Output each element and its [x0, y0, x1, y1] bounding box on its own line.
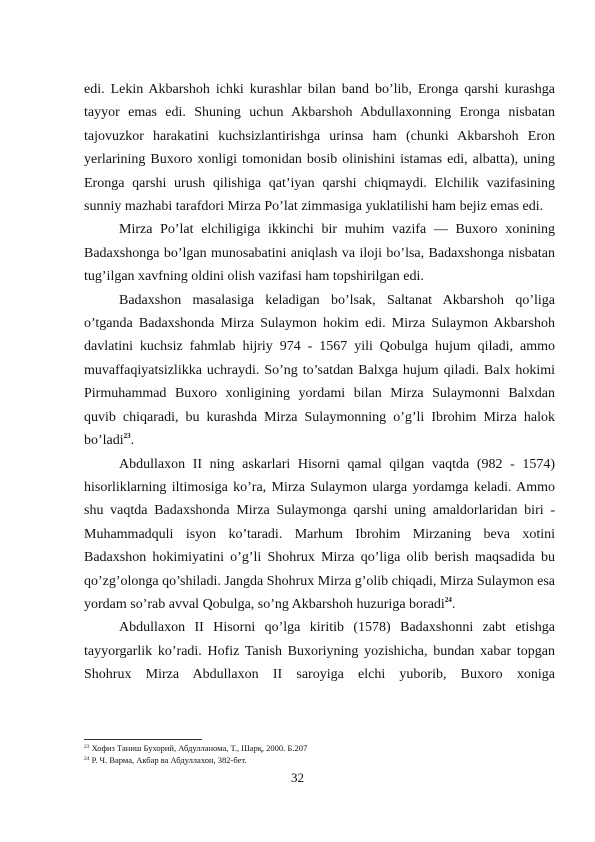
paragraph-5 — [84, 616, 555, 686]
footnote-divider — [84, 739, 202, 740]
footnote-text: Р. Ч. Варма, Акбар ва Абдуллахон, 382-бет. — [91, 755, 247, 765]
footnote-ref-24[interactable]: 24 — [444, 595, 452, 604]
paragraph-text: Abdullaxon II ning askarlari Hisorni qamal qilgan vaqtda (982 - 1574) hisorliklarning iltimosiga ko’ra, Mirza Sulaymon ularga yordamga keladi. Ammo shu vaqtda Badaxshonda Mirza Sulaymonga qarshi uning amaldorlaridan biri - Muhammadquli isyon ko’taradi. Marhum Ibrohim Mirzaning beva xotini Badaxshon hokimiyatini o’g’li Shohrux Mirza qo’liga olib berish maqsadida bu qo’zg’olonga qo’shiladi. Jangda Shohrux Mirza g’olib chiqadi, Mirza Sulaymon esa yordam so’rab avval Qobulga, so’ng Akbarshoh huzuriga boradi — [84, 456, 555, 612]
page-body — [84, 78, 555, 687]
paragraph-text: Badaxshon masalasiga keladigan bo’lsak, Saltanat Akbarshoh qo’liga o’tganda Badaxshonda Mirza Sulaymon hokim edi. Mirza Sulaymon Akbarshoh davlatini kuchsiz fahmlab hijriy 974 - 1567 yili Qobulga hujum qiladi, ammo muvaffaqiyatsizlikka uchraydi. So’ng to’satdan Balxga hujum qiladi. Balx hokimi Pirmuhammad Buxoro xonligining yordami bilan Mirza Sulaymonni Balxdan quvib chiqaradi, bu kurashda Mirza Sulaymonning o’g’li Ibrohim Mirza halok bo’ladi — [84, 292, 555, 449]
paragraph-text: Mirza Po’lat elchiligiga ikkinchi bir muhim vazifa — Buxoro xonining Badaxshonga bo’lgan munosabatini aniqlash va iloji bo’lsa, Badaxshonga nisbatan tug’ilgan xavfning oldini olish vazifasi ham topshirilgan edi. — [84, 222, 555, 285]
footnote-24 — [84, 754, 555, 766]
footnote-23 — [84, 742, 555, 754]
page-number: 32 — [291, 770, 304, 785]
paragraph-4: Abdullaxon II ning askarlari Hisorni qamal qilgan vaqtda (982 - 1574) hisorliklarning iltimosiga ko’ra, Mirza Sulaymon ularga yordamga keladi. Ammo shu vaqtda Badaxshonda Mirza Sulaymonga qarshi uning amaldorlaridan biri - Muhammadquli isyon ko’taradi. Marhum Ibrohim Mirzaning beva xotini Badaxshon hokimiyatini o’g’li Shohrux Mirza qo’liga olib berish maqsadida bu qo’zg’olonga qo’shiladi. Jangda Shohrux Mirza g’olib chiqadi, Mirza Sulaymon esa yordam so’rab avval Qobulga, so’ng Akbarshoh huzuriga boradi$^{24}$. — [84, 456, 555, 612]
paragraph-text: Abdullaxon II Hisorni qo’lga kiritib (1578) Badaxshonni zabt etishga tayyorgarlik ko’radi. Hofiz Tanish Buxoriyning yozishicha, bundan xabar topgan Shohrux Mirza Abdullaxon II saroyiga elchi yuborib, Buxoro xoniga — [84, 620, 555, 683]
paragraph-3: Badaxshon masalasiga keladigan bo’lsak, Saltanat Akbarshoh qo’liga o’tganda Badaxshonda Mirza Sulaymon hokim edi. Mirza Sulaymon Akbarshoh davlatini kuchsiz fahmlab hijriy 974 - 1567 yili Qobulga hujum qiladi, ammo muvaffaqiyatsizlikka uchraydi. So’ng to’satdan Balxga hujum qiladi. Balx hokimi Pirmuhammad Buxoro xonligining yordami bilan Mirza Sulaymonni Balxdan quvib chiqaradi, bu kurashda Mirza Sulaymonning o’g’li Ibrohim Mirza halok bo’ladi$^{23}$. — [84, 292, 555, 449]
footnotes — [84, 742, 555, 766]
paragraph-1 — [84, 78, 555, 218]
footnote-number: 23 — [84, 744, 90, 750]
paragraph-text: edi. Lekin Akbarshoh ichki kurashlar bilan band bo’lib, Eronga qarshi kurashga tayyor emas edi. Shuning uchun Akbarshoh Abdullaxonning Eronga nisbatan tajovuzkor harakatini kuchsizlantirishga urinsa ham (chunki Akbarshoh Eron yerlarining Buxoro xonligi tomonidan bosib olinishini istamas edi, albatta), uning Eronga qarshi urush qilishiga qat’iyan qarshi chiqmaydi. Elchilik vazifasining sunniy mazhabi tarafdori Mirza Po’lat zimmasiga yuklatilishi ham bejiz emas edi. — [84, 82, 555, 215]
footnote-ref-23[interactable]: 23 — [123, 432, 131, 441]
footnote-text: Хофиз Таниш Бухорий, Абдулланома, Т., Шарқ, 2000. Б.207 — [91, 743, 308, 753]
paragraph-2 — [84, 218, 555, 288]
footnote-number: 24 — [84, 756, 90, 762]
